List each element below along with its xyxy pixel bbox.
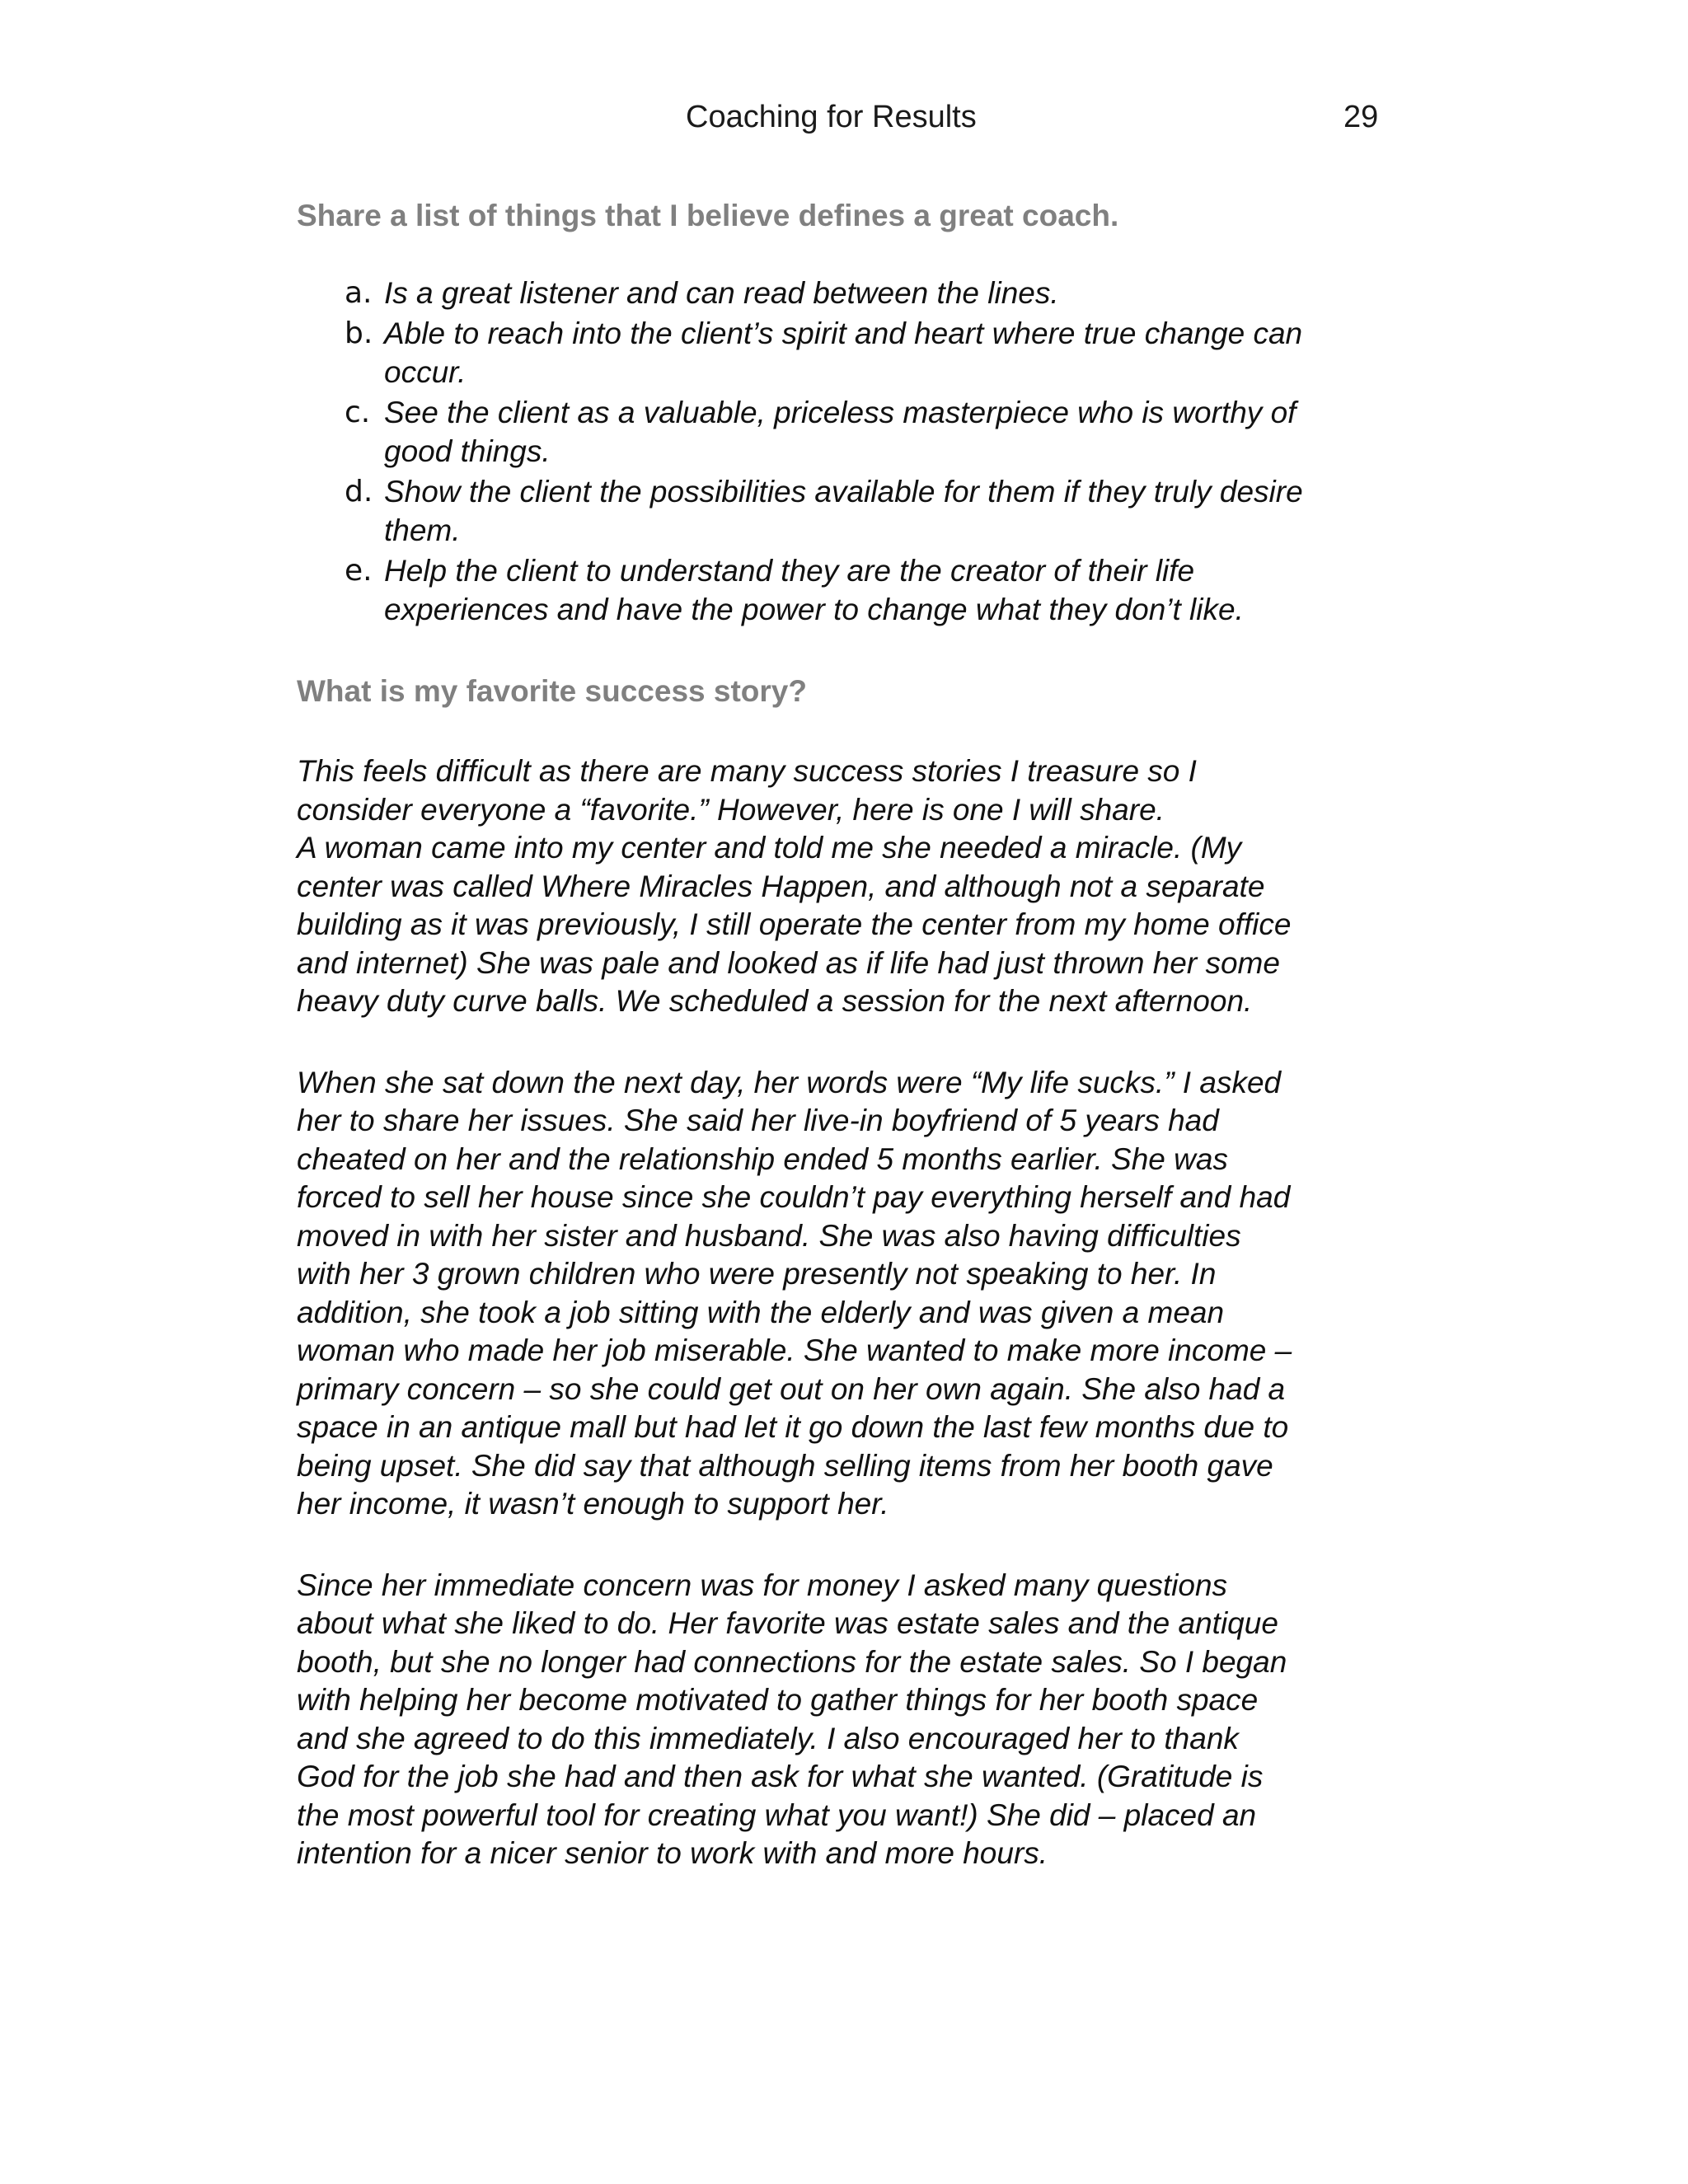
text-line: her income, it wasn’t enough to support her. (297, 1487, 889, 1521)
text-line: A woman came into my center and told me she needed a miracle. (My (297, 831, 1242, 865)
text-line: Help the client to understand they are the creator of their life (384, 554, 1195, 588)
text-line: addition, she took a job sitting with the elderly and was given a mean (297, 1295, 1225, 1329)
text-line: Is a great listener and can read between the lines. (384, 276, 1059, 310)
text-line: Show the client the possibilities available for them if they truly desire (384, 475, 1303, 509)
text-line: heavy duty curve balls. We scheduled a session for the next afternoon. (297, 984, 1253, 1018)
great-coach-list (297, 274, 1393, 629)
text-line: about what she liked to do. Her favorite was estate sales and the antique (297, 1606, 1278, 1640)
list-item (297, 551, 1393, 629)
list-marker: d. (345, 475, 373, 509)
text-line: Able to reach into the client’s spirit and heart where true change can (384, 316, 1303, 350)
text-line: forced to sell her house since she couldn’t pay everything herself and had (297, 1180, 1291, 1214)
text-line: cheated on her and the relationship ended 5 months earlier. She was (297, 1141, 1228, 1176)
section-heading-great-coach: Share a list of things that I believe defines a great coach. (297, 199, 1119, 232)
text-line: space in an antique mall but had let it go down the last few months due to (297, 1410, 1289, 1444)
text-line: center was called Where Miracles Happen, and although not a separate (297, 869, 1265, 903)
text-line: When she sat down the next day, her words were “My life sucks.” I asked (297, 1065, 1282, 1099)
list-item-text (384, 551, 1393, 629)
text-line: God for the job she had and then ask for what she wanted. (Gratitude is (297, 1760, 1264, 1793)
text-line: Since her immediate concern was for money I asked many questions (297, 1568, 1228, 1602)
text-line: primary concern – so she could get out on her own again. She also had a (297, 1371, 1286, 1406)
list-marker: c. (345, 396, 371, 429)
list-item-text (384, 393, 1393, 471)
list-item-text (384, 472, 1393, 550)
list-marker: b. (345, 316, 373, 350)
list-marker: e. (345, 554, 373, 588)
paragraph-intro (297, 752, 1393, 1021)
text-line: with her 3 grown children who were presently not speaking to her. In (297, 1257, 1217, 1291)
page-body (297, 196, 1393, 1873)
running-header-title: Coaching for Results (686, 100, 977, 134)
text-line: See the client as a valuable, priceless masterpiece who is worthy of (384, 396, 1296, 429)
text-line: and she agreed to do this immediately. I also encouraged her to thank (297, 1721, 1239, 1755)
text-line: them. (384, 513, 461, 547)
text-line: with helping her become motivated to gather things for her booth space (297, 1683, 1259, 1717)
text-line: woman who made her job miserable. She wanted to make more income – (297, 1333, 1292, 1367)
text-line: moved in with her sister and husband. She was also having difficulties (297, 1218, 1241, 1253)
text-line: consider everyone a “favorite.” However, here is one I will share. (297, 792, 1165, 827)
list-item-text (384, 314, 1393, 391)
page-number: 29 (1343, 100, 1379, 134)
text-line: intention for a nicer senior to work with and more hours. (297, 1836, 1048, 1870)
list-item (297, 274, 1393, 312)
list-item (297, 393, 1393, 471)
text-line: her to share her issues. She said her live-in boyfriend of 5 years had (297, 1104, 1219, 1137)
text-line: and internet) She was pale and looked as if life had just thrown her some (297, 945, 1280, 980)
text-line: This feels difficult as there are many success stories I treasure so I (297, 754, 1197, 788)
list-marker: a. (345, 276, 373, 310)
paragraph-issues (297, 1064, 1393, 1524)
text-line: being upset. She did say that although selling items from her booth gave (297, 1448, 1273, 1483)
text-line: good things. (384, 434, 551, 468)
list-item (297, 314, 1393, 391)
text-line: building as it was previously, I still operate the center from my home office (297, 907, 1292, 941)
text-line: the most powerful tool for creating what you want!) She did – placed an (297, 1797, 1257, 1832)
section-heading-success-story: What is my favorite success story? (297, 674, 807, 708)
text-line: occur. (384, 355, 467, 389)
text-line: experiences and have the power to change what they don’t like. (384, 593, 1244, 626)
list-item (297, 472, 1393, 550)
text-line: booth, but she no longer had connections for the estate sales. So I began (297, 1644, 1287, 1679)
paragraph-money (297, 1567, 1393, 1873)
list-item-text (384, 274, 1393, 312)
